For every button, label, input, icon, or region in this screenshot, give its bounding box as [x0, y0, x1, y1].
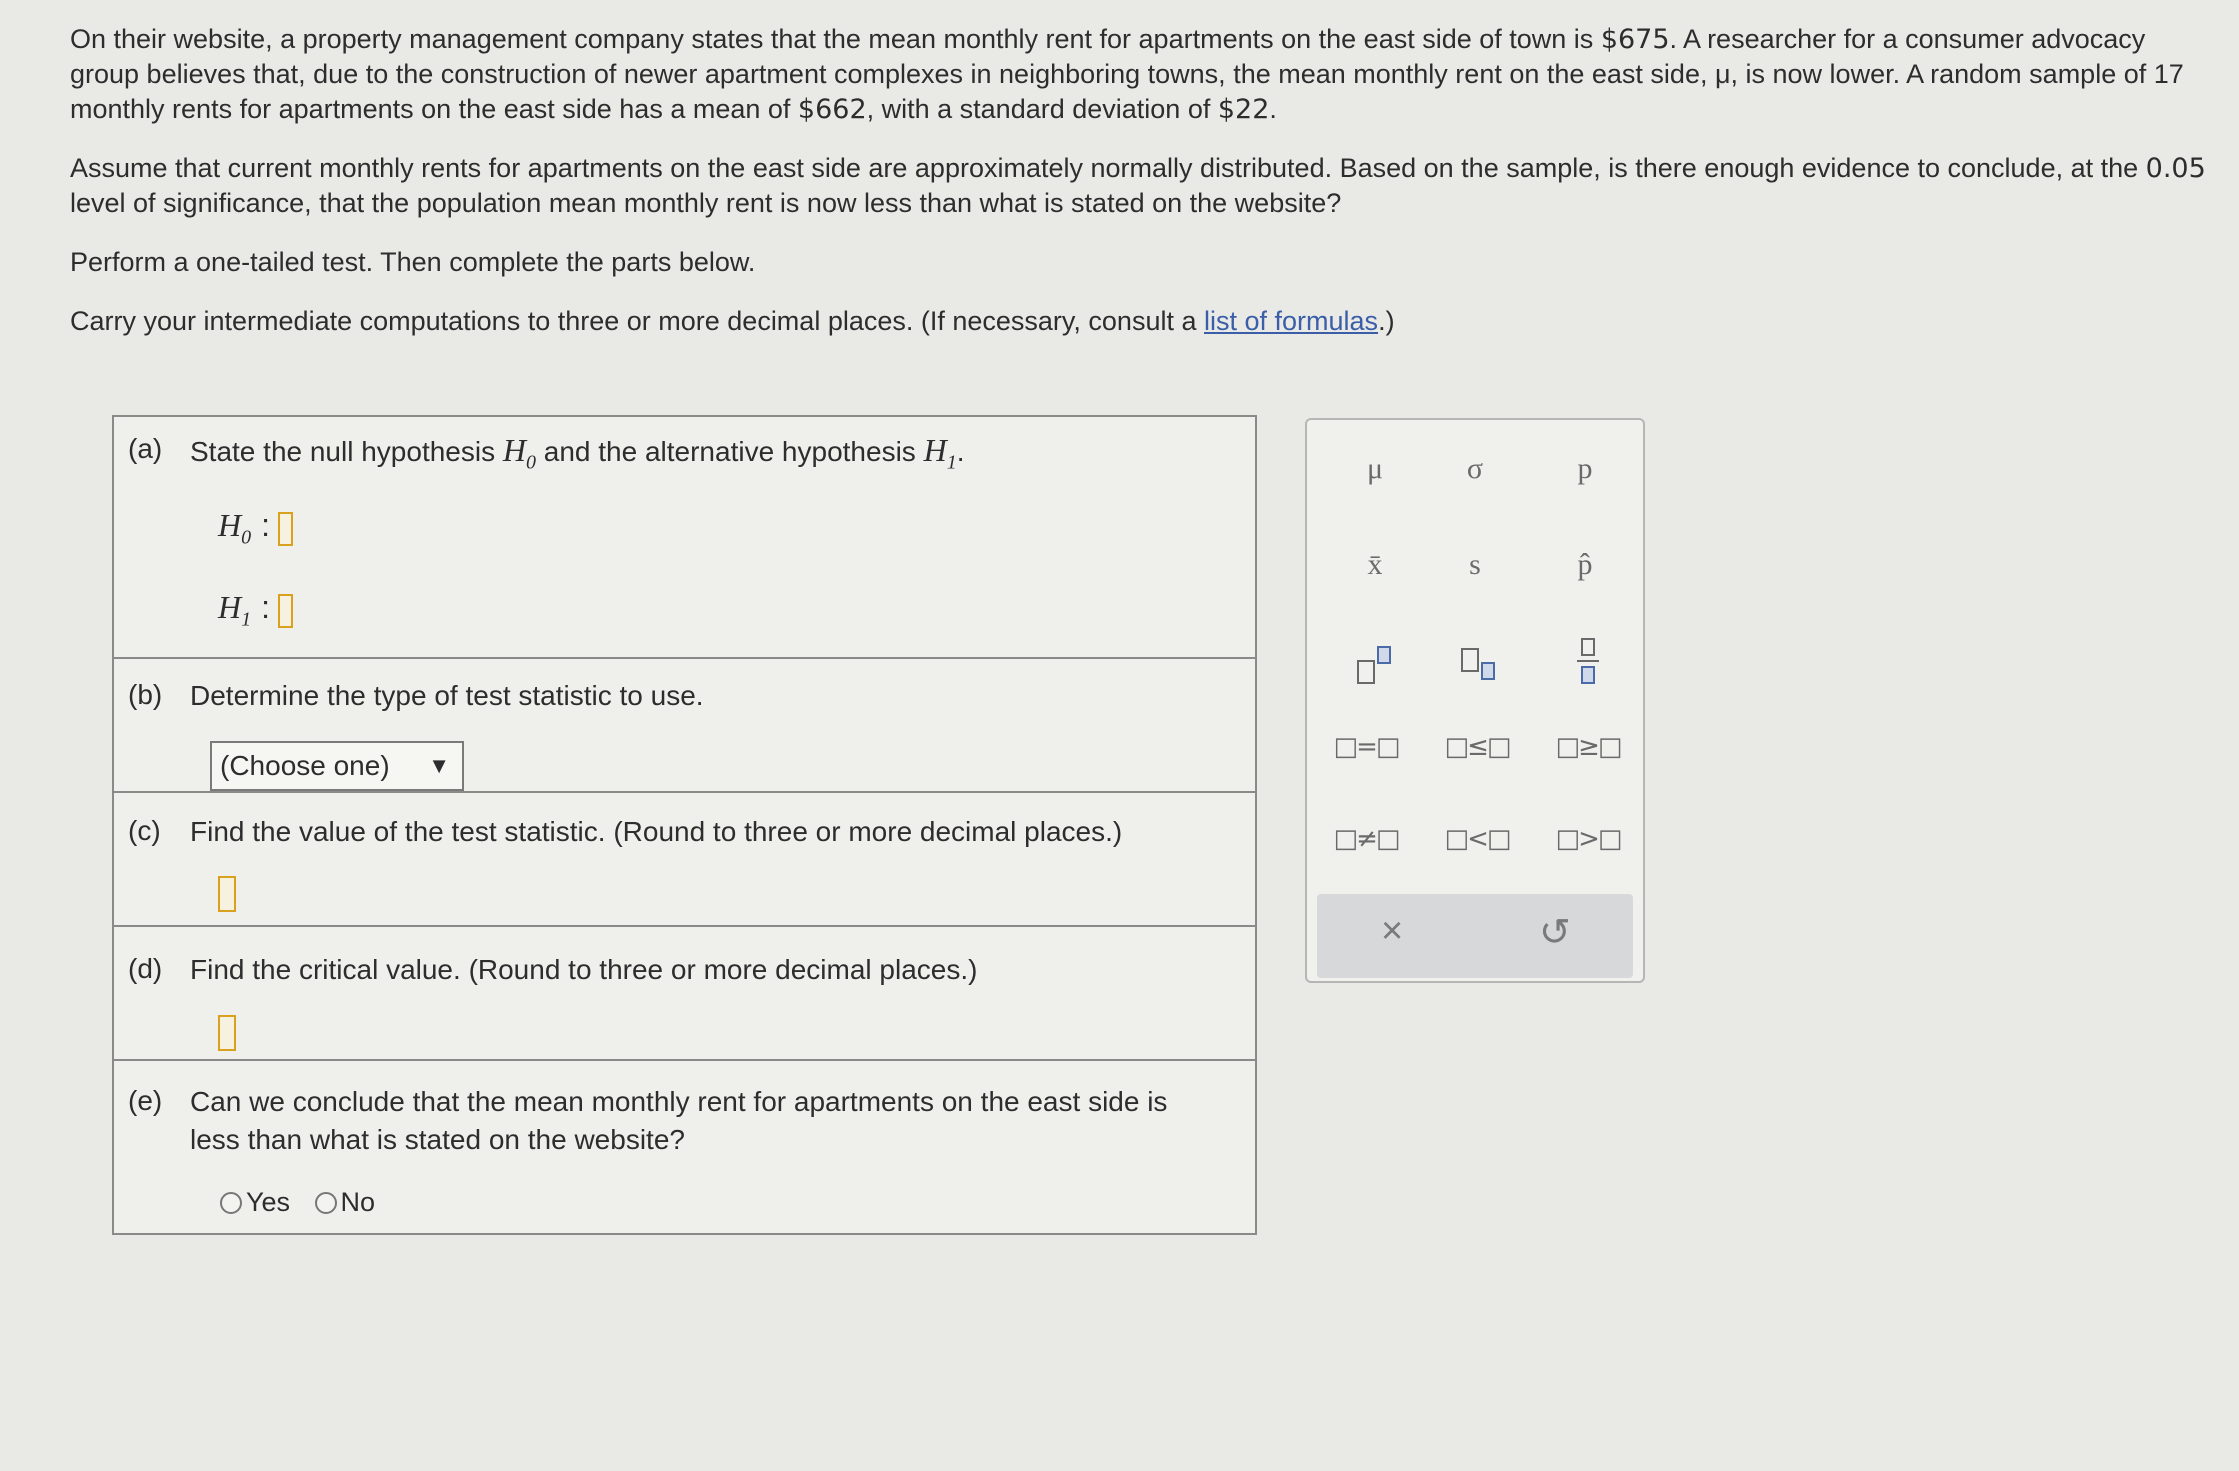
subscript-box-icon [1481, 662, 1495, 680]
yes-radio[interactable]: Yes [220, 1187, 290, 1218]
subscript-button[interactable] [1455, 642, 1515, 692]
radio-circle-icon [315, 1192, 337, 1214]
radio-circle-icon [220, 1192, 242, 1214]
part-c [114, 793, 1255, 927]
part-b-label: (b) [128, 679, 163, 710]
superscript-button[interactable] [1347, 642, 1407, 692]
p-hat-symbol-button[interactable]: p̂ [1577, 548, 1593, 581]
problem-paragraph-1: On their website, a property management company states that the mean monthly rent for apartments on the east side of town is $675. A researcher for a consumer advocacy group believes that, due to the construction of newer apartment complexes in neighboring towns, the mean monthly rent on the east side, μ, is now lower. A random sample of 17 monthly rents for apartments on the east side has a mean of $662, with a standard deviation of $22. [70, 24, 2184, 125]
problem-paragraph-3: Perform a one-tailed test. Then complete the parts below. [70, 247, 756, 277]
part-a [114, 417, 1255, 659]
p-symbol-button[interactable]: p [1577, 452, 1593, 485]
less-than-button[interactable]: □<□ [1444, 824, 1510, 854]
alternative-hypothesis-input[interactable] [278, 594, 293, 628]
part-d-prompt: Find the critical value. (Round to three or more decimal places.) [190, 954, 978, 985]
chevron-down-icon: ▼ [428, 753, 450, 778]
part-b-prompt: Determine the type of test statistic to use. [190, 680, 704, 711]
equals-button[interactable]: □=□ [1333, 732, 1399, 762]
fraction-bar-icon [1577, 660, 1599, 662]
not-equal-button[interactable]: □≠□ [1333, 824, 1399, 854]
exponent-box-icon [1377, 646, 1391, 664]
problem-paragraph-4: Carry your intermediate computations to three or more decimal places. (If necessary, consult a list of formulas.) [70, 306, 1395, 336]
part-d [114, 927, 1255, 1061]
mu-symbol-button[interactable]: μ [1366, 452, 1384, 485]
no-radio[interactable]: No [315, 1187, 376, 1218]
numerator-box-icon [1581, 638, 1595, 656]
problem-paragraph-2: Assume that current monthly rents for apartments on the east side are approximately normally distributed. Based on the sample, is there enough evidence to conclude, at the 0.05 level of significance, that the population mean monthly rent is now less than what is stated on the website? [70, 153, 2206, 218]
formulas-link[interactable]: list of formulas [1204, 306, 1379, 336]
question-parts-box [112, 415, 1257, 1235]
part-a-prompt: State the null hypothesis $H_0$ and the alternative hypothesis $H_1$. [190, 432, 965, 474]
part-a-label: (a) [128, 433, 163, 464]
test-statistic-type-select[interactable]: (Choose one) ▼ [210, 741, 464, 791]
base-box-icon [1461, 648, 1479, 672]
part-e [114, 1061, 1255, 1233]
denominator-box-icon [1581, 666, 1595, 684]
part-c-label: (c) [128, 815, 161, 846]
palette-footer [1317, 894, 1633, 978]
part-e-prompt: Can we conclude that the mean monthly rent for apartments on the east side is less than what is stated on the website? [190, 1086, 1168, 1155]
critical-value-input[interactable] [218, 1015, 236, 1051]
null-hypothesis-row: $H_0$ : [218, 507, 293, 549]
sigma-symbol-button[interactable]: σ [1466, 452, 1484, 485]
base-box-icon [1357, 660, 1375, 684]
problem-statement [70, 22, 2210, 363]
x-bar-symbol-button[interactable]: x̄ [1367, 548, 1383, 581]
clear-button[interactable]: × [1381, 910, 1404, 952]
conclusion-options [220, 1187, 395, 1219]
alternative-hypothesis-row: $H_1$ : [218, 589, 293, 631]
less-equal-button[interactable]: □≤□ [1444, 732, 1510, 762]
part-d-label: (d) [128, 953, 163, 984]
fraction-button[interactable] [1565, 634, 1615, 694]
undo-button[interactable]: ↺ [1539, 912, 1571, 954]
part-b [114, 659, 1255, 793]
null-hypothesis-input[interactable] [278, 512, 293, 546]
part-c-prompt: Find the value of the test statistic. (Round to three or more decimal places.) [190, 816, 1123, 847]
symbol-palette [1305, 418, 1645, 983]
s-symbol-button[interactable]: s [1469, 548, 1481, 581]
part-e-label: (e) [128, 1085, 163, 1116]
greater-equal-button[interactable]: □≥□ [1555, 732, 1621, 762]
test-statistic-input[interactable] [218, 876, 236, 912]
greater-than-button[interactable]: □>□ [1555, 824, 1621, 854]
